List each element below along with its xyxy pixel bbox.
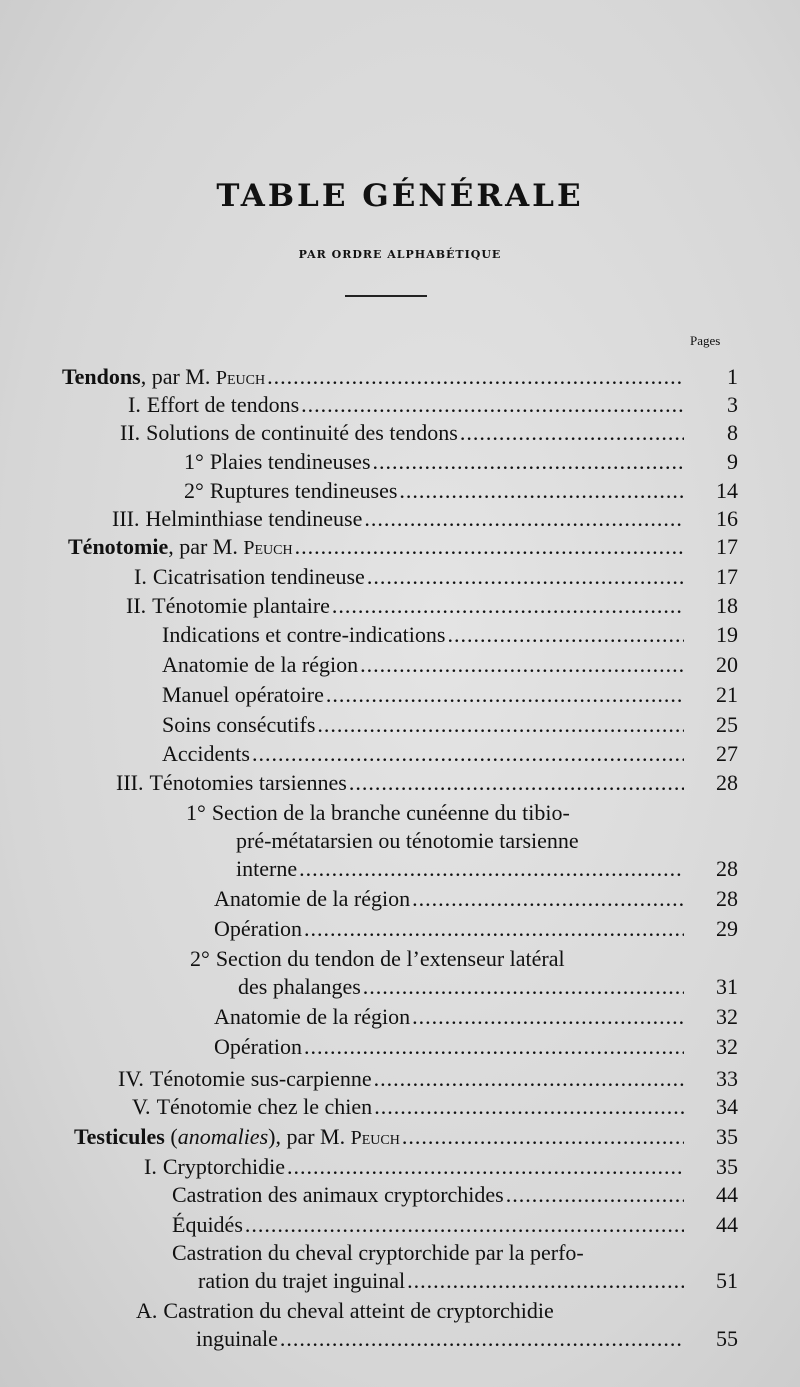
toc-row <box>0 1152 800 1182</box>
toc-entry-title: Anatomie de la région <box>162 652 359 677</box>
toc-row <box>0 532 800 562</box>
toc-page-number: 32 <box>716 1004 738 1029</box>
toc-page-number: 51 <box>716 1268 738 1293</box>
toc-row <box>0 1296 800 1326</box>
toc-author: Peuch <box>215 367 266 389</box>
toc-entry-title: Anatomie de la région <box>214 886 411 911</box>
toc-row <box>0 1238 800 1268</box>
dot-leader <box>412 884 684 914</box>
toc-entry-title: des phalanges <box>238 974 361 999</box>
toc-page-number: 16 <box>716 506 738 531</box>
toc-entry-title: Ténotomie chez le chien <box>156 1094 373 1119</box>
toc-row <box>0 826 800 856</box>
dot-leader <box>252 739 684 769</box>
dot-leader <box>304 1032 684 1062</box>
toc-entry-title: Plaies tendineuses <box>209 449 371 474</box>
toc-entry-text <box>184 476 397 506</box>
toc-entry-text <box>74 1122 400 1153</box>
toc-entry-text <box>214 1002 410 1032</box>
toc-entry-title: Ruptures tendineuses <box>209 478 398 503</box>
toc-page-number: 28 <box>716 886 738 911</box>
toc-entry-title: Ténotomie sus-carpienne <box>149 1066 372 1091</box>
toc-entry-text <box>214 914 302 944</box>
toc-row <box>0 710 800 740</box>
toc-page-number: 44 <box>716 1212 738 1237</box>
toc-page-number: 31 <box>716 974 738 999</box>
toc-page-number: 25 <box>716 712 738 737</box>
toc-entry-text <box>172 1180 504 1210</box>
toc-entry-title: Castration des animaux cryptorchides <box>172 1182 504 1207</box>
toc-entry-number: I. <box>134 564 147 589</box>
toc-row <box>0 768 800 798</box>
toc-row <box>0 680 800 710</box>
toc-entry-title: Ténotomies tarsiennes <box>149 770 347 795</box>
toc-entry-text <box>172 1238 584 1268</box>
pages-column-header: Pages <box>690 333 721 348</box>
toc-entry-title: , par M. <box>168 534 244 559</box>
toc-page-number: 14 <box>716 478 738 503</box>
toc-entry-number: 1° <box>184 449 204 474</box>
dot-leader <box>363 972 684 1002</box>
toc-page-number: 28 <box>716 856 738 881</box>
toc-entry-title: Castration du cheval cryptorchide par la perfo- <box>172 1240 584 1265</box>
toc-entry-title: Effort de tendons <box>146 392 300 417</box>
dot-leader <box>373 447 684 477</box>
toc-row <box>0 972 800 1002</box>
toc-entry-text <box>236 854 297 884</box>
dot-leader <box>460 418 684 448</box>
toc-entry-text <box>214 1032 302 1062</box>
toc-entry-text <box>134 562 365 592</box>
toc-page-number: 35 <box>716 1154 738 1179</box>
page-title: TABLE GÉNÉRALE <box>216 178 584 214</box>
toc-row <box>0 1122 800 1152</box>
toc-entry-text <box>162 650 358 680</box>
dot-leader <box>267 362 684 392</box>
toc-author: Peuch <box>243 537 293 559</box>
toc-entry-title: ration du trajet inguinal <box>198 1268 406 1293</box>
dot-leader <box>326 680 684 710</box>
toc-entry-text <box>126 591 330 621</box>
toc-entry-title: Opération <box>214 916 302 941</box>
toc-row <box>0 1210 800 1240</box>
toc-page-number: 1 <box>727 364 738 389</box>
toc-entry-number: IV. <box>118 1066 144 1091</box>
toc-row <box>0 591 800 621</box>
toc-page-number: 27 <box>716 741 738 766</box>
toc-row <box>0 476 800 506</box>
dot-leader <box>349 768 684 798</box>
toc-entry-title: Anatomie de la région <box>214 1004 411 1029</box>
toc-row <box>0 1092 800 1122</box>
toc-row <box>0 504 800 534</box>
toc-entry-text <box>116 768 347 798</box>
toc-page-number: 8 <box>727 420 738 445</box>
toc-entry-title: , par M. <box>275 1124 351 1149</box>
toc-row <box>0 447 800 477</box>
toc-entry-text <box>172 1210 243 1240</box>
dot-leader <box>280 1324 684 1354</box>
toc-page-number: 20 <box>716 652 738 677</box>
toc-entry-title: Soins consécutifs <box>162 712 316 737</box>
dot-leader <box>447 620 684 650</box>
toc-entry-text <box>214 884 410 914</box>
toc-entry-title: Manuel opératoire <box>162 682 324 707</box>
toc-row <box>0 620 800 650</box>
toc-entry-text <box>132 1092 372 1122</box>
toc-page-number: 9 <box>727 449 738 474</box>
toc-entry-text <box>144 1152 285 1182</box>
toc-entry-text <box>162 620 445 650</box>
toc-entry-title: Accidents <box>162 741 250 766</box>
dot-leader <box>374 1092 684 1122</box>
toc-main-heading: Testicules <box>74 1124 165 1149</box>
toc-row <box>0 1324 800 1354</box>
toc-entry-number: III. <box>112 506 140 531</box>
toc-entry-text <box>198 1266 405 1296</box>
toc-entry-title: Helminthiase tendineuse <box>145 506 363 531</box>
title-divider <box>345 295 427 297</box>
toc-row <box>0 1180 800 1210</box>
toc-page-number: 35 <box>716 1124 738 1149</box>
toc-entry-text <box>68 532 293 563</box>
dot-leader <box>412 1002 684 1032</box>
toc-page-number: 18 <box>716 593 738 618</box>
toc-entry-text <box>186 798 570 828</box>
toc-entry-number: I. <box>128 392 141 417</box>
toc-page-number: 21 <box>716 682 738 707</box>
toc-main-heading: Tendons <box>62 364 141 389</box>
toc-row <box>0 418 800 448</box>
toc-entry-text <box>112 504 362 534</box>
toc-row <box>0 854 800 884</box>
toc-entry-number: II. <box>126 593 147 618</box>
page-subtitle: PAR ORDRE ALPHABÉTIQUE <box>298 248 502 261</box>
dot-leader <box>399 476 684 506</box>
toc-row <box>0 650 800 680</box>
toc-entry-title: Indications et contre-indications <box>162 622 446 647</box>
toc-row <box>0 798 800 828</box>
toc-main-heading: Ténotomie <box>68 534 169 559</box>
toc-entry-text <box>136 1296 554 1326</box>
toc-page-number: 28 <box>716 770 738 795</box>
toc-page-number: 19 <box>716 622 738 647</box>
dot-leader <box>506 1180 684 1210</box>
toc-entry-title: Ténotomie plantaire <box>152 593 330 618</box>
toc-heading-qualifier: (anomalies) <box>164 1124 276 1149</box>
toc-entry-text <box>128 390 299 420</box>
toc-entry-text <box>162 710 315 740</box>
toc-row <box>0 362 800 392</box>
toc-entry-number: I. <box>144 1154 157 1179</box>
toc-page-number: 17 <box>716 564 738 589</box>
toc-entry-title: Opération <box>214 1034 302 1059</box>
dot-leader <box>245 1210 684 1240</box>
toc-page-number: 33 <box>716 1066 738 1091</box>
toc-entry-title: Cryptorchidie <box>162 1154 286 1179</box>
toc-row <box>0 1002 800 1032</box>
dot-leader <box>317 710 684 740</box>
toc-entry-title: Section de la branche cunéenne du tibio- <box>211 800 570 825</box>
toc-entry-text <box>236 826 579 856</box>
toc-entry-text <box>120 418 458 448</box>
toc-row <box>0 562 800 592</box>
toc-entry-title: interne <box>236 856 298 881</box>
dot-leader <box>301 390 684 420</box>
toc-entry-number: 2° <box>184 478 204 503</box>
dot-leader <box>367 562 684 592</box>
toc-page-number: 44 <box>716 1182 738 1207</box>
toc-entry-title: Équidés <box>172 1212 243 1237</box>
toc-row <box>0 884 800 914</box>
toc-entry-title: pré-métatarsien ou ténotomie tarsienne <box>236 828 579 853</box>
dot-leader <box>304 914 684 944</box>
dot-leader <box>287 1152 684 1182</box>
dot-leader <box>295 532 684 562</box>
toc-row <box>0 390 800 420</box>
toc-row <box>0 739 800 769</box>
toc-row <box>0 1266 800 1296</box>
toc-entry-number: V. <box>132 1094 151 1119</box>
toc-page-number: 34 <box>716 1094 738 1119</box>
toc-entry-title: inguinale <box>196 1326 278 1351</box>
toc-entry-title: Solutions de continuité des tendons <box>146 420 458 445</box>
toc-entry-title: , par M. <box>140 364 216 389</box>
toc-entry-title: Castration du cheval atteint de cryptorchidie <box>163 1298 554 1323</box>
toc-row <box>0 944 800 974</box>
toc-entry-text <box>196 1324 278 1354</box>
toc-page-number: 29 <box>716 916 738 941</box>
toc-entry-number: 2° <box>190 946 210 971</box>
toc-row <box>0 1032 800 1062</box>
toc-page-number: 3 <box>727 392 738 417</box>
toc-entry-number: III. <box>116 770 144 795</box>
dot-leader <box>299 854 684 884</box>
toc-entry-text <box>118 1064 372 1094</box>
toc-entry-text <box>190 944 565 974</box>
dot-leader <box>407 1266 684 1296</box>
toc-row <box>0 1064 800 1094</box>
toc-entry-number: A. <box>136 1298 158 1323</box>
dot-leader <box>332 591 684 621</box>
dot-leader <box>402 1122 684 1152</box>
toc-entry-title: Section du tendon de l’extenseur latéral <box>215 946 565 971</box>
toc-author: Peuch <box>350 1127 400 1149</box>
dot-leader <box>364 504 684 534</box>
dot-leader <box>374 1064 684 1094</box>
toc-entry-text <box>62 362 265 393</box>
toc-entry-title: Cicatrisation tendineuse <box>152 564 365 589</box>
toc-page-number: 55 <box>716 1326 738 1351</box>
toc-entry-number: 1° <box>186 800 206 825</box>
toc-entry-text <box>162 680 324 710</box>
toc-entry-text <box>162 739 250 769</box>
toc-page-number: 32 <box>716 1034 738 1059</box>
toc-entry-text <box>238 972 361 1002</box>
toc-entry-number: II. <box>120 420 141 445</box>
toc-row <box>0 914 800 944</box>
dot-leader <box>360 650 684 680</box>
toc-page-number: 17 <box>716 534 738 559</box>
toc-entry-text <box>184 447 371 477</box>
